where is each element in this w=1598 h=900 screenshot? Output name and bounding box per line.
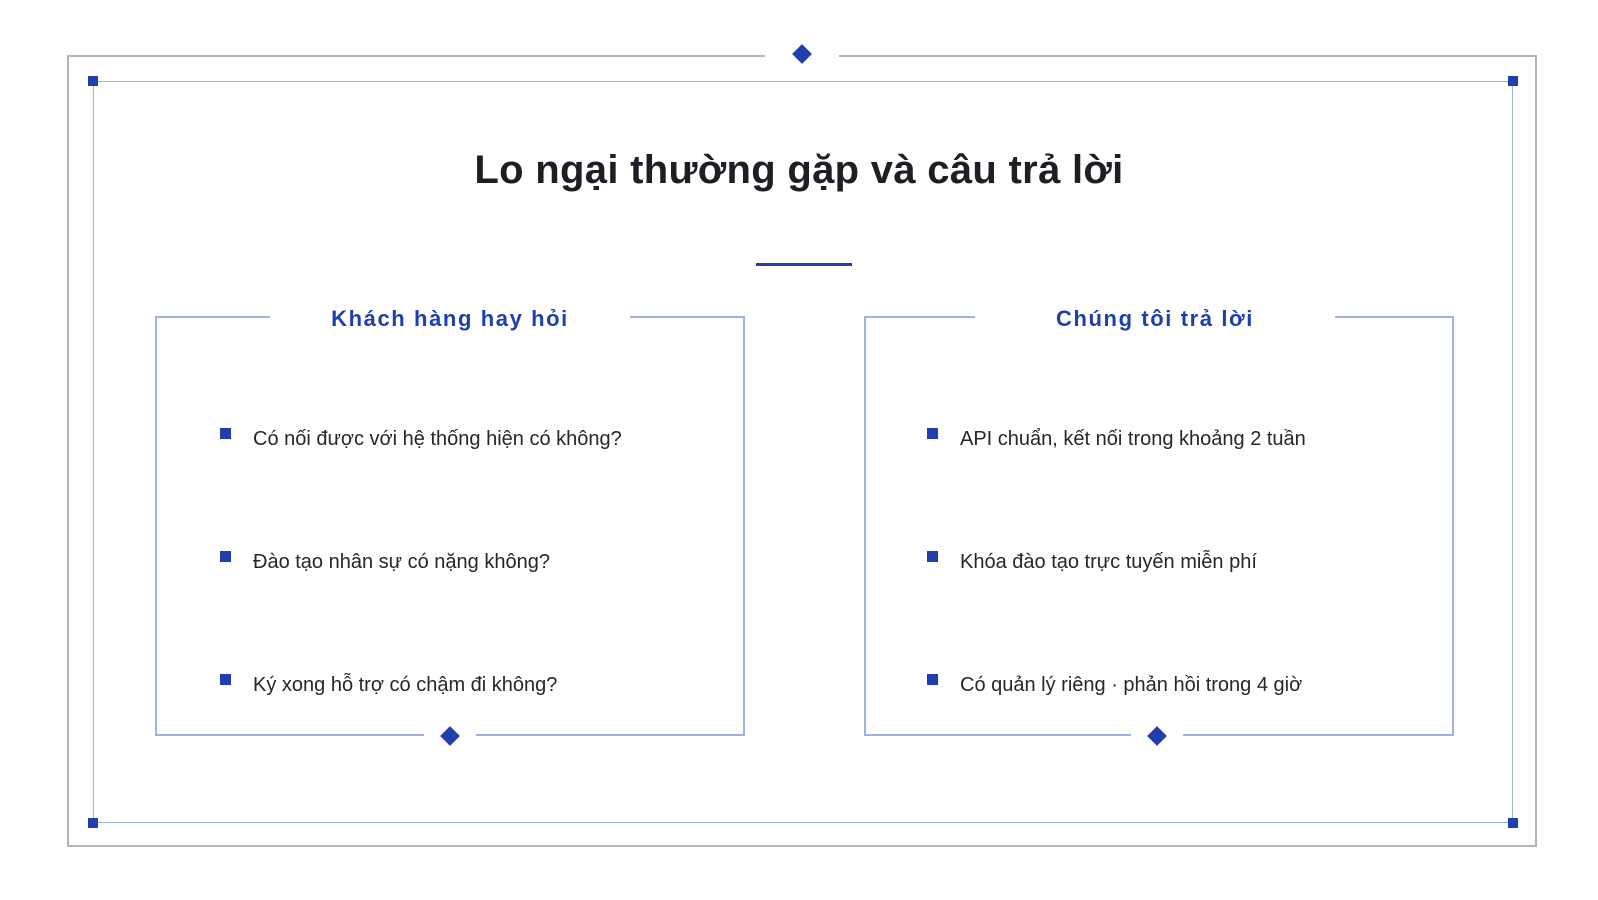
corner-square-icon	[88, 76, 98, 86]
answers-panel-heading: Chúng tôi trả lời	[1055, 306, 1255, 331]
answers-panel	[864, 316, 1454, 736]
question-item: Ký xong hỗ trợ có chậm đi không?	[253, 674, 558, 696]
question-item: Có nối được với hệ thống hiện có không?	[253, 428, 622, 450]
bullet-square-icon	[927, 551, 938, 562]
corner-square-icon	[1508, 76, 1518, 86]
page-title: Lo ngại thường gặp và câu trả lời	[474, 148, 1124, 192]
bullet-square-icon	[927, 674, 938, 685]
answer-item: Có quản lý riêng · phản hồi trong 4 giờ	[960, 674, 1303, 696]
bullet-square-icon	[220, 428, 231, 439]
questions-panel	[155, 316, 745, 736]
question-item: Đào tạo nhân sự có nặng không?	[253, 551, 550, 573]
answer-item: Khóa đào tạo trực tuyến miễn phí	[960, 551, 1257, 573]
corner-square-icon	[1508, 818, 1518, 828]
answer-item: API chuẩn, kết nối trong khoảng 2 tuần	[960, 428, 1306, 450]
title-underline	[756, 263, 852, 266]
questions-panel-heading: Khách hàng hay hỏi	[331, 306, 569, 331]
corner-square-icon	[88, 818, 98, 828]
bullet-square-icon	[220, 674, 231, 685]
bullet-square-icon	[927, 428, 938, 439]
bullet-square-icon	[220, 551, 231, 562]
